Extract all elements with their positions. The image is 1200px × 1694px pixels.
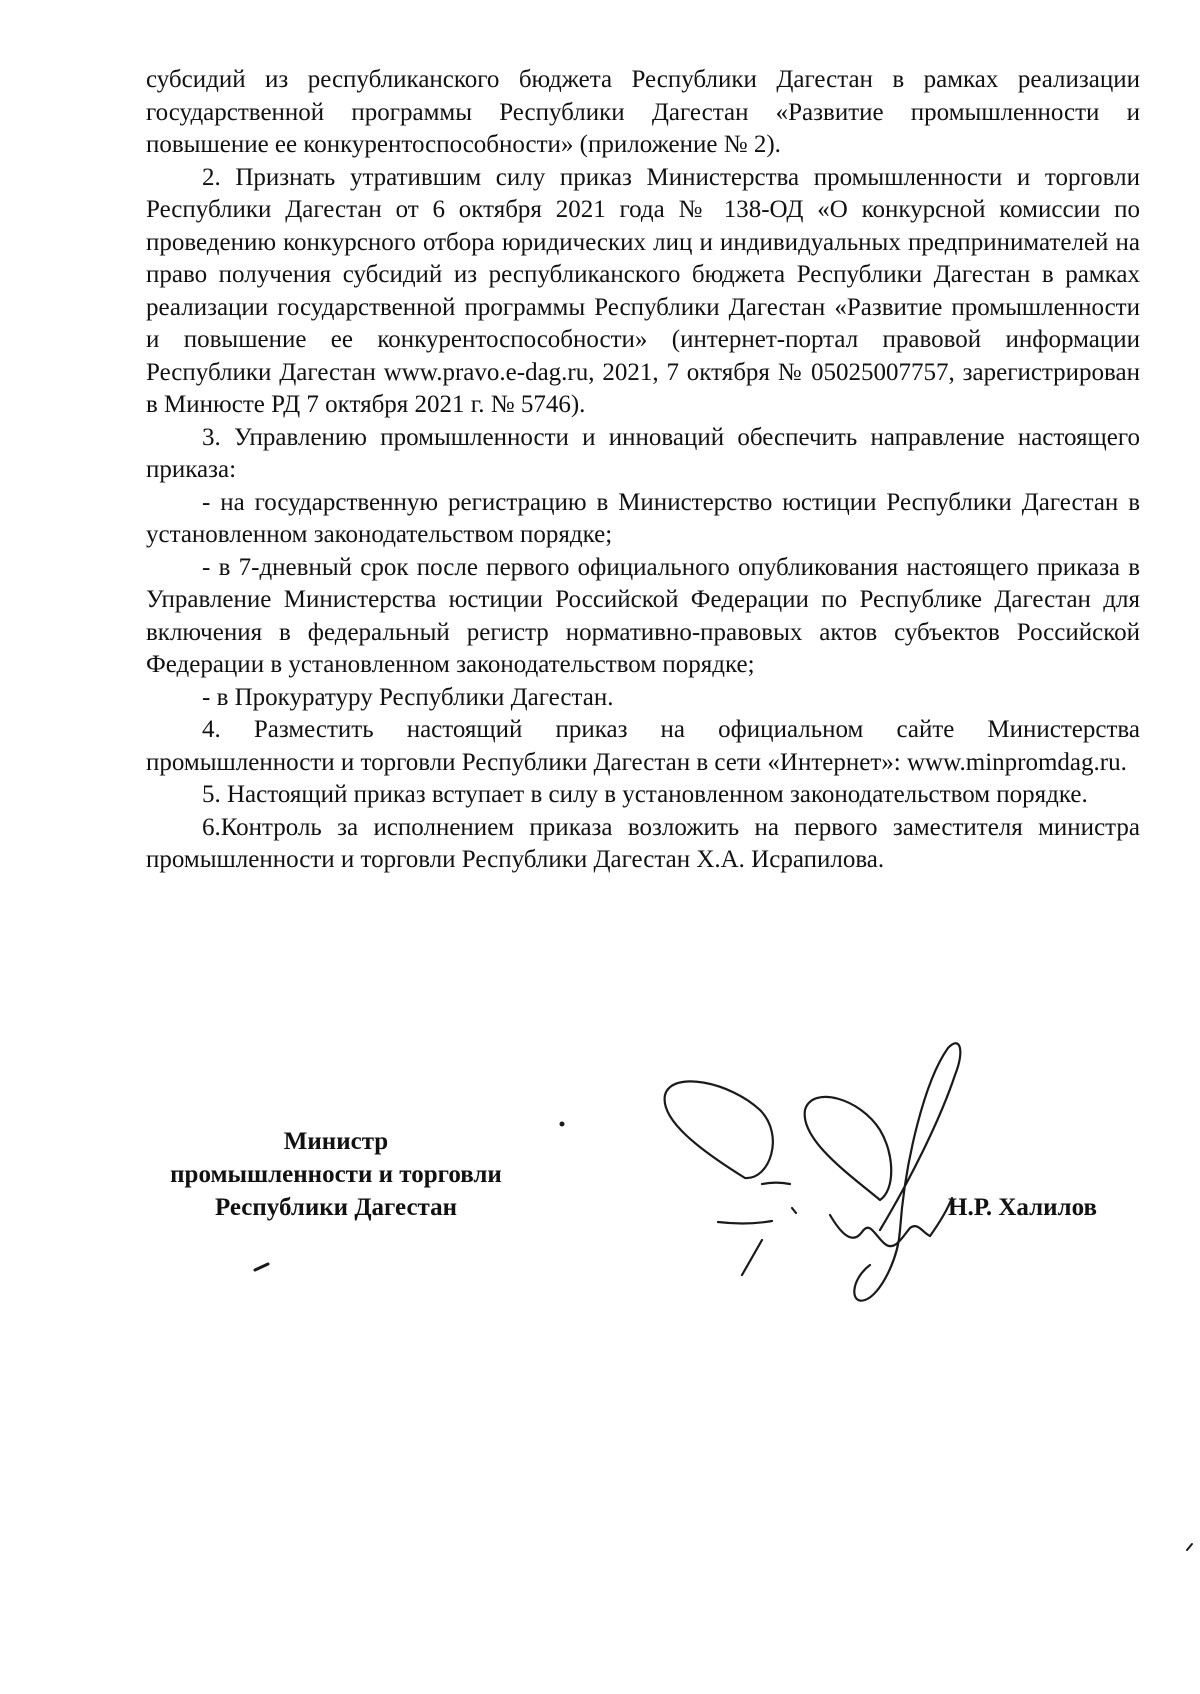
signature-stroke-dash-2	[718, 1221, 772, 1223]
paragraph-item-4: 4. Разместить настоящий приказ на официальном сайте Министерства промышленности и торговли Республики Дагестан в сети «Интернет»: www.minpromdag.ru.	[146, 716, 1140, 776]
signature-stroke-flourish	[854, 1043, 960, 1300]
scan-mark	[255, 1264, 268, 1270]
scan-mark-edge	[1187, 1544, 1192, 1550]
paragraph-item-6: 6.Контроль за исполнением приказа возложить на первого заместителя министра промышленности и торговли Республики Дагестан Х.А. Исрапилова.	[146, 813, 1140, 873]
paragraph-subitem-federal-register: - в 7-дневный срок после первого официального опубликования настоящего приказа в Управление Министерства юстиции Российской Федерации по Республике Дагестан для включения в федеральный регистр нормативно-правовых актов субъектов Российской Федерации в установленном законодательством порядке;	[146, 553, 1140, 678]
signature-stroke-loop-left	[665, 1081, 773, 1178]
signatory-title-line-1: Министр	[283, 1128, 389, 1155]
paragraph-item-3: 3. Управлению промышленности и инноваций обеспечить направление настоящего приказа:	[146, 423, 1140, 483]
scan-dot	[560, 1122, 565, 1127]
signatory-name: Н.Р. Халилов	[948, 1194, 1097, 1221]
paragraph-item-5: 5. Настоящий приказ вступает в силу в установленном законодательством порядке.	[202, 781, 1088, 808]
signature-stroke-wave	[830, 1215, 930, 1246]
signature-stroke-diagonal	[742, 1240, 762, 1275]
signature-stroke-dash-1	[762, 1183, 790, 1185]
signature-stroke-mark	[792, 1208, 796, 1213]
signatory-title-line-3: Республики Дагестан	[214, 1194, 458, 1221]
signatory-title-line-2: промышленности и торговли	[170, 1161, 502, 1188]
paragraph-continuation: субсидий из республиканского бюджета Республики Дагестан в рамках реализации государственной программы Республики Дагестан «Развитие промышленности и повышение ее конкурентоспособности» (приложение № 2).	[146, 66, 1140, 158]
document-body	[146, 64, 1140, 877]
paragraph-item-2: 2. Признать утратившим силу приказ Министерства промышленности и торговли Республики Дагестан от 6 октября 2021 года № 138-ОД «О конкурсной комиссии по проведению конкурсного отбора юридических лиц и индивидуальных предпринимателей на право получения субсидий из республиканского бюджета Республики Дагестан в рамках реализации государственной программы Республики Дагестан «Развитие промышленности и повышение ее конкурентоспособности» (интернет-портал правовой информации Республики Дагестан www.pravo.e-dag.ru, 2021, 7 октября № 05025007757, зарегистрирован в Минюсте РД 7 октября 2021 г. № 5746).	[146, 163, 1140, 418]
paragraph-subitem-registration: - на государственную регистрацию в Министерство юстиции Республики Дагестан в установленном законодательством порядке;	[146, 488, 1140, 548]
signatory-title	[146, 1125, 526, 1224]
signature-stroke-loop-center	[805, 1097, 892, 1200]
paragraph-subitem-prosecutor: - в Прокуратуру Республики Дагестан.	[202, 683, 614, 711]
